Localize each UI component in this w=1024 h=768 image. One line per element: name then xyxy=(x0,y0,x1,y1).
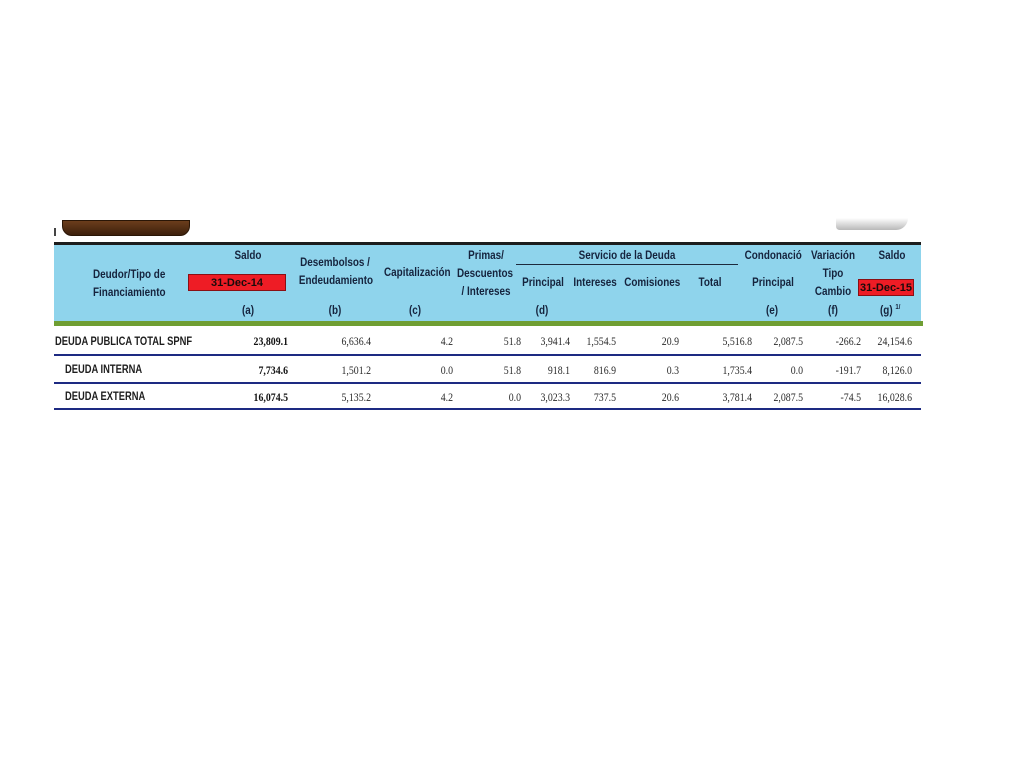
header-saldo: Saldo xyxy=(234,250,262,262)
header-variacion-line1: Variación xyxy=(811,250,855,262)
cell-intereses: 1,554.5 xyxy=(586,334,616,348)
cell-condonacion: 2,087.5 xyxy=(773,390,803,404)
cell-comisiones: 0.3 xyxy=(666,363,679,377)
header-condonacion-code: (e) xyxy=(765,305,779,317)
row-divider xyxy=(54,382,921,384)
cell-variacion: -191.7 xyxy=(835,363,861,377)
decorative-frame-left xyxy=(62,220,190,236)
header-capitalizacion-code: (c) xyxy=(408,305,422,317)
cell-saldo-inicial: 16,074.5 xyxy=(253,390,288,404)
header-saldo-final-date-badge: 31-Dec-15 xyxy=(858,279,914,296)
cell-desembolsos: 5,135.2 xyxy=(341,390,371,404)
header-intereses: Intereses xyxy=(573,277,617,289)
cell-variacion: -266.2 xyxy=(835,334,861,348)
cell-primas: 51.8 xyxy=(503,334,521,348)
cell-primas: 0.0 xyxy=(508,390,521,404)
header-variacion-line2: Tipo xyxy=(822,268,844,280)
header-capitalizacion: Capitalización xyxy=(384,267,451,279)
cell-principal: 3,941.4 xyxy=(540,334,570,348)
header-desembolsos-code: (b) xyxy=(328,305,342,317)
header-primas-line2: Descuentos xyxy=(456,268,514,280)
header-variacion-code: (f) xyxy=(828,305,838,317)
cell-comisiones: 20.9 xyxy=(661,334,679,348)
header-servicio-underline xyxy=(516,264,738,265)
header-total: Total xyxy=(698,277,722,289)
header-deudor-line2: Financiamiento xyxy=(93,287,166,299)
header-principal: Principal xyxy=(522,277,564,289)
header-saldo-date-badge: 31-Dec-14 xyxy=(188,274,286,291)
cell-saldo-inicial: 23,809.1 xyxy=(253,334,288,348)
header-primas-line3: / Intereses xyxy=(461,286,511,298)
row-divider xyxy=(54,354,921,356)
header-bottom-rule xyxy=(54,321,923,326)
cell-total: 3,781.4 xyxy=(722,390,752,404)
cell-principal: 918.1 xyxy=(547,363,570,377)
header-desembolsos-line2: Endeudamiento xyxy=(298,275,374,287)
cell-variacion: -74.5 xyxy=(840,390,861,404)
cell-desembolsos: 6,636.4 xyxy=(341,334,371,348)
corner-mark xyxy=(54,228,56,236)
header-primas-line1: Primas/ xyxy=(468,250,504,262)
cell-saldo-final: 24,154.6 xyxy=(877,334,912,348)
header-saldo-code: (a) xyxy=(241,305,255,317)
cell-comisiones: 20.6 xyxy=(661,390,679,404)
row-label: DEUDA PUBLICA TOTAL SPNF xyxy=(55,334,193,348)
cell-saldo-final: 8,126.0 xyxy=(882,363,912,377)
header-variacion-line3: Cambio xyxy=(814,286,852,298)
header-servicio: Servicio de la Deuda xyxy=(578,250,676,262)
cell-capitalizacion: 0.0 xyxy=(440,363,453,377)
cell-saldo-final: 16,028.6 xyxy=(877,390,912,404)
cell-principal: 3,023.3 xyxy=(540,390,570,404)
cell-intereses: 816.9 xyxy=(593,363,616,377)
cell-desembolsos: 1,501.2 xyxy=(341,363,371,377)
cell-total: 1,735.4 xyxy=(722,363,752,377)
header-desembolsos-line1: Desembolsos / xyxy=(300,257,370,269)
row-divider xyxy=(54,408,921,410)
header-condonacion: Condonació xyxy=(744,250,802,262)
header-condonacion-principal: Principal xyxy=(752,277,794,289)
cell-condonacion: 0.0 xyxy=(790,363,803,377)
cell-capitalizacion: 4.2 xyxy=(440,390,453,404)
decorative-frame-right xyxy=(836,218,908,230)
cell-intereses: 737.5 xyxy=(593,390,616,404)
header-comisiones: Comisiones xyxy=(624,277,681,289)
cell-condonacion: 2,087.5 xyxy=(773,334,803,348)
row-label: DEUDA EXTERNA xyxy=(65,389,146,403)
header-deudor-line1: Deudor/Tipo de xyxy=(93,269,166,281)
cell-capitalizacion: 4.2 xyxy=(440,334,453,348)
header-saldo-final: Saldo xyxy=(878,250,906,262)
cell-total: 5,516.8 xyxy=(722,334,752,348)
header-servicio-code: (d) xyxy=(535,305,549,317)
header-saldo-final-code: (g) $^{1/}$ xyxy=(880,304,901,317)
row-label: DEUDA INTERNA xyxy=(65,362,143,376)
cell-saldo-inicial: 7,734.6 xyxy=(258,363,288,377)
cell-primas: 51.8 xyxy=(503,363,521,377)
